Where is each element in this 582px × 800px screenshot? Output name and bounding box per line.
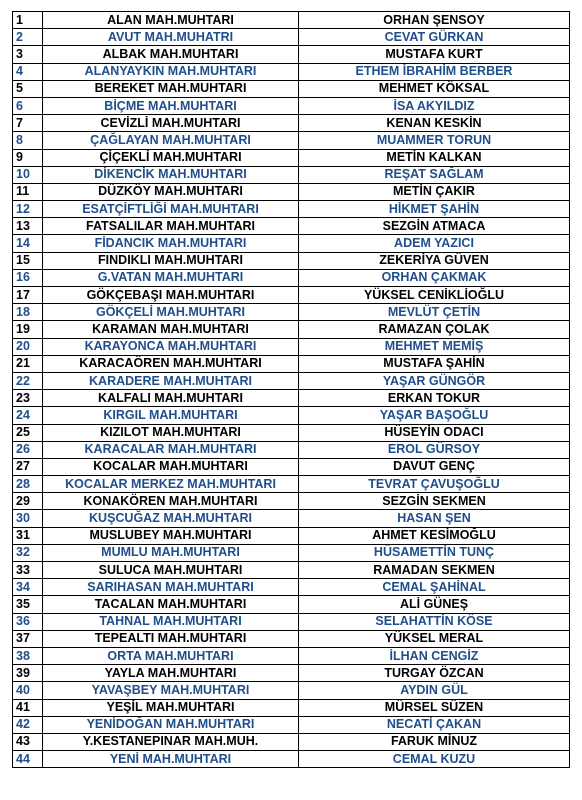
headman-name: KENAN KESKİN (299, 115, 570, 132)
table-row (13, 733, 570, 750)
table-row (13, 183, 570, 200)
neighborhood-office: BEREKET MAH.MUHTARI (43, 80, 299, 97)
headman-name: CEMAL KUZU (299, 751, 570, 768)
table-row (13, 493, 570, 510)
headman-name: MÜRSEL SÜZEN (299, 699, 570, 716)
row-number: 38 (13, 647, 43, 664)
table-row (13, 647, 570, 664)
row-number: 27 (13, 458, 43, 475)
muhtar-list-body (13, 12, 570, 768)
neighborhood-office: KARADERE MAH.MUHTARI (43, 372, 299, 389)
table-row (13, 166, 570, 183)
table-row (13, 458, 570, 475)
neighborhood-office: KONAKÖREN MAH.MUHTARI (43, 493, 299, 510)
table-row (13, 716, 570, 733)
table-row (13, 699, 570, 716)
row-number: 37 (13, 630, 43, 647)
neighborhood-office: ORTA MAH.MUHTARI (43, 647, 299, 664)
table-row (13, 12, 570, 29)
row-number: 3 (13, 46, 43, 63)
neighborhood-office: DÜZKÖY MAH.MUHTARI (43, 183, 299, 200)
neighborhood-office: YEŞİL MAH.MUHTARI (43, 699, 299, 716)
row-number: 10 (13, 166, 43, 183)
table-row (13, 201, 570, 218)
table-row (13, 476, 570, 493)
row-number: 24 (13, 407, 43, 424)
neighborhood-office: KARACAÖREN MAH.MUHTARI (43, 355, 299, 372)
headman-name: FARUK MİNUZ (299, 733, 570, 750)
row-number: 43 (13, 733, 43, 750)
headman-name: MUAMMER TORUN (299, 132, 570, 149)
row-number: 40 (13, 682, 43, 699)
row-number: 30 (13, 510, 43, 527)
headman-name: CEVAT GÜRKAN (299, 29, 570, 46)
headman-name: ORHAN ŞENSOY (299, 12, 570, 29)
headman-name: REŞAT SAĞLAM (299, 166, 570, 183)
table-row (13, 424, 570, 441)
table-row (13, 441, 570, 458)
row-number: 2 (13, 29, 43, 46)
neighborhood-office: KALFALI MAH.MUHTARI (43, 390, 299, 407)
headman-name: HİKMET ŞAHİN (299, 201, 570, 218)
neighborhood-office: DİKENCİK MAH.MUHTARI (43, 166, 299, 183)
row-number: 6 (13, 97, 43, 114)
table-row (13, 132, 570, 149)
headman-name: TURGAY ÖZCAN (299, 665, 570, 682)
row-number: 35 (13, 596, 43, 613)
neighborhood-office: CEVİZLİ MAH.MUHTARI (43, 115, 299, 132)
table-row (13, 321, 570, 338)
headman-name: YAŞAR BAŞOĞLU (299, 407, 570, 424)
row-number: 5 (13, 80, 43, 97)
table-row (13, 235, 570, 252)
table-row (13, 269, 570, 286)
headman-name: YAŞAR GÜNGÖR (299, 372, 570, 389)
headman-name: YÜKSEL CENİKLİOĞLU (299, 287, 570, 304)
row-number: 36 (13, 613, 43, 630)
neighborhood-office: FINDIKLI MAH.MUHTARI (43, 252, 299, 269)
row-number: 16 (13, 269, 43, 286)
neighborhood-office: GÖKÇEBAŞI MAH.MUHTARI (43, 287, 299, 304)
headman-name: İSA AKYILDIZ (299, 97, 570, 114)
neighborhood-office: GÖKÇELİ MAH.MUHTARI (43, 304, 299, 321)
neighborhood-office: TEPEALTI MAH.MUHTARI (43, 630, 299, 647)
neighborhood-office: G.VATAN MAH.MUHTARI (43, 269, 299, 286)
neighborhood-office: KOCALAR MERKEZ MAH.MUHTARI (43, 476, 299, 493)
neighborhood-office: KARAMAN MAH.MUHTARI (43, 321, 299, 338)
headman-name: NECATİ ÇAKAN (299, 716, 570, 733)
row-number: 34 (13, 579, 43, 596)
headman-name: YÜKSEL MERAL (299, 630, 570, 647)
row-number: 1 (13, 12, 43, 29)
headman-name: METİN KALKAN (299, 149, 570, 166)
table-row (13, 338, 570, 355)
neighborhood-office: ALBAK MAH.MUHTARI (43, 46, 299, 63)
neighborhood-office: SULUCA MAH.MUHTARI (43, 562, 299, 579)
neighborhood-office: TACALAN MAH.MUHTARI (43, 596, 299, 613)
neighborhood-office: TAHNAL MAH.MUHTARI (43, 613, 299, 630)
row-number: 12 (13, 201, 43, 218)
table-row (13, 630, 570, 647)
neighborhood-office: ÇAĞLAYAN MAH.MUHTARI (43, 132, 299, 149)
table-row (13, 665, 570, 682)
table-row (13, 544, 570, 561)
headman-name: AHMET KESİMOĞLU (299, 527, 570, 544)
headman-name: EROL GÜRSOY (299, 441, 570, 458)
row-number: 14 (13, 235, 43, 252)
row-number: 28 (13, 476, 43, 493)
row-number: 11 (13, 183, 43, 200)
headman-name: AYDIN GÜL (299, 682, 570, 699)
headman-name: İLHAN CENGİZ (299, 647, 570, 664)
table-row (13, 527, 570, 544)
neighborhood-office: KIRGIL MAH.MUHTARI (43, 407, 299, 424)
row-number: 4 (13, 63, 43, 80)
table-row (13, 46, 570, 63)
headman-name: MEVLÜT ÇETİN (299, 304, 570, 321)
row-number: 29 (13, 493, 43, 510)
row-number: 8 (13, 132, 43, 149)
headman-name: ALİ GÜNEŞ (299, 596, 570, 613)
neighborhood-office: BİÇME MAH.MUHTARI (43, 97, 299, 114)
headman-name: CEMAL ŞAHİNAL (299, 579, 570, 596)
table-row (13, 562, 570, 579)
table-row (13, 596, 570, 613)
headman-name: HÜSEYİN ODACI (299, 424, 570, 441)
table-row (13, 218, 570, 235)
neighborhood-office: SARIHASAN MAH.MUHTARI (43, 579, 299, 596)
neighborhood-office: YAYLA MAH.MUHTARI (43, 665, 299, 682)
row-number: 22 (13, 372, 43, 389)
table-row (13, 29, 570, 46)
headman-name: ADEM YAZICI (299, 235, 570, 252)
neighborhood-office: FATSALILAR MAH.MUHTARI (43, 218, 299, 235)
headman-name: MUSTAFA KURT (299, 46, 570, 63)
neighborhood-office: MUMLU MAH.MUHTARI (43, 544, 299, 561)
row-number: 26 (13, 441, 43, 458)
headman-name: SELAHATTİN KÖSE (299, 613, 570, 630)
headman-name: RAMAZAN ÇOLAK (299, 321, 570, 338)
neighborhood-office: YENİDOĞAN MAH.MUHTARI (43, 716, 299, 733)
headman-name: DAVUT GENÇ (299, 458, 570, 475)
table-row (13, 372, 570, 389)
neighborhood-office: ALAN MAH.MUHTARI (43, 12, 299, 29)
table-row (13, 390, 570, 407)
table-row (13, 751, 570, 768)
headman-name: ZEKERİYA GÜVEN (299, 252, 570, 269)
table-row (13, 149, 570, 166)
table-row (13, 510, 570, 527)
table-row (13, 115, 570, 132)
row-number: 31 (13, 527, 43, 544)
table-row (13, 407, 570, 424)
neighborhood-office: Y.KESTANEPINAR MAH.MUH. (43, 733, 299, 750)
headman-name: RAMADAN SEKMEN (299, 562, 570, 579)
headman-name: ORHAN ÇAKMAK (299, 269, 570, 286)
headman-name: TEVRAT ÇAVUŞOĞLU (299, 476, 570, 493)
row-number: 18 (13, 304, 43, 321)
neighborhood-office: KUŞCUĞAZ MAH.MUHTARI (43, 510, 299, 527)
headman-name: MEHMET MEMİŞ (299, 338, 570, 355)
row-number: 21 (13, 355, 43, 372)
row-number: 23 (13, 390, 43, 407)
headman-name: ETHEM İBRAHİM BERBER (299, 63, 570, 80)
neighborhood-office: AVUT MAH.MUHATRI (43, 29, 299, 46)
neighborhood-office: YENİ MAH.MUHTARI (43, 751, 299, 768)
neighborhood-office: ÇİÇEKLİ MAH.MUHTARI (43, 149, 299, 166)
row-number: 33 (13, 562, 43, 579)
table-row (13, 355, 570, 372)
headman-name: SEZGİN SEKMEN (299, 493, 570, 510)
row-number: 15 (13, 252, 43, 269)
table-row (13, 304, 570, 321)
row-number: 42 (13, 716, 43, 733)
table-row (13, 287, 570, 304)
row-number: 39 (13, 665, 43, 682)
headman-name: HASAN ŞEN (299, 510, 570, 527)
table-row (13, 80, 570, 97)
neighborhood-office: KOCALAR MAH.MUHTARI (43, 458, 299, 475)
headman-name: SEZGİN ATMACA (299, 218, 570, 235)
row-number: 13 (13, 218, 43, 235)
neighborhood-office: MUSLUBEY MAH.MUHTARI (43, 527, 299, 544)
neighborhood-office: FİDANCIK MAH.MUHTARI (43, 235, 299, 252)
row-number: 44 (13, 751, 43, 768)
headman-name: HÜSAMETTİN TUNÇ (299, 544, 570, 561)
neighborhood-office: YAVAŞBEY MAH.MUHTARI (43, 682, 299, 699)
neighborhood-office: KARACALAR MAH.MUHTARI (43, 441, 299, 458)
table-row (13, 97, 570, 114)
table-row (13, 579, 570, 596)
row-number: 17 (13, 287, 43, 304)
row-number: 32 (13, 544, 43, 561)
row-number: 20 (13, 338, 43, 355)
row-number: 7 (13, 115, 43, 132)
neighborhood-office: KARAYONCA MAH.MUHTARI (43, 338, 299, 355)
row-number: 19 (13, 321, 43, 338)
row-number: 25 (13, 424, 43, 441)
neighborhood-office: KIZILOT MAH.MUHTARI (43, 424, 299, 441)
table-row (13, 63, 570, 80)
muhtar-list-table (12, 11, 570, 768)
headman-name: METİN ÇAKIR (299, 183, 570, 200)
table-row (13, 613, 570, 630)
neighborhood-office: ALANYAYKIN MAH.MUHTARI (43, 63, 299, 80)
headman-name: MUSTAFA ŞAHİN (299, 355, 570, 372)
row-number: 41 (13, 699, 43, 716)
neighborhood-office: ESATÇİFTLİĞİ MAH.MUHTARI (43, 201, 299, 218)
row-number: 9 (13, 149, 43, 166)
table-row (13, 252, 570, 269)
headman-name: MEHMET KÖKSAL (299, 80, 570, 97)
table-row (13, 682, 570, 699)
headman-name: ERKAN TOKUR (299, 390, 570, 407)
